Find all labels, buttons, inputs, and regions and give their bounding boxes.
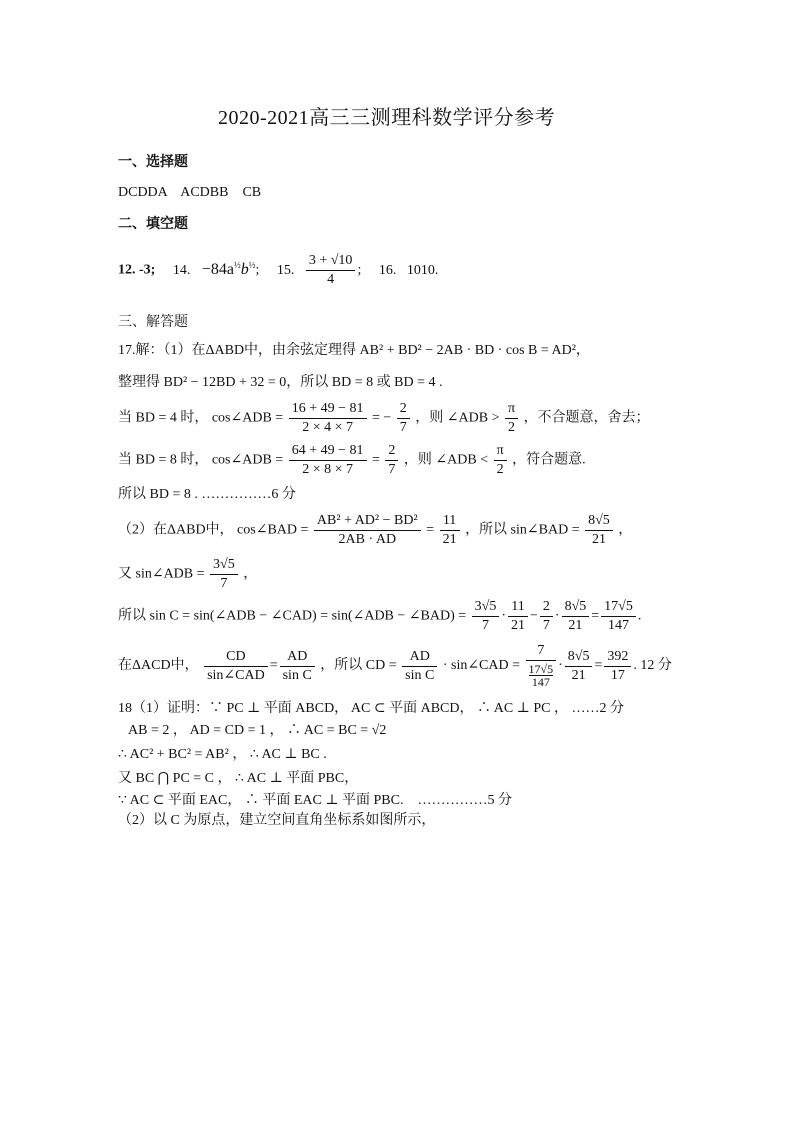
q17-line-9-num-1: CD xyxy=(204,650,268,667)
q17-line-6-text-d: ， xyxy=(618,522,633,538)
q17-line-7 xyxy=(118,558,257,591)
answer-15-semicolon: ; xyxy=(357,262,362,278)
q17-line-9-den-6: 17 xyxy=(610,667,625,683)
q17-line-8-num-5: 17√5 xyxy=(601,600,636,617)
q17-line-9: 在ΔACD中， $\frac{CD}{\text{sin∠CAD}}$ = $\frac{AD}{\text{sin C}}$ ，所以 CD = $\frac{AD}{\text{sin C}}$ · sin∠CAD = 7 17√5 147 · $\frac{8√5}{21}$ = $\frac{392}{17}$ . 12 分 xyxy=(118,643,672,689)
q17-line-3-den-1: 2 × 4 × 7 xyxy=(302,420,353,435)
q17-line-3-text-a: 当 BD = 4 时， cos∠ADB = xyxy=(118,410,284,426)
q17-line-4-den-2: 7 xyxy=(388,462,396,477)
q17-line-4-fraction-2 xyxy=(385,444,398,477)
q17-line-4 xyxy=(118,444,586,477)
q17-line-7-den: 7 xyxy=(220,576,228,591)
q17-line-3-fraction-1 xyxy=(289,402,367,435)
section-heading-solve: 三、解答题 xyxy=(118,315,188,330)
q17-line-8-den-1: 7 xyxy=(481,618,489,633)
q17-line-6-text-a: （2）在ΔABD中， cos∠BAD = xyxy=(118,522,309,538)
q17-line-4-den-1: 2 × 8 × 7 xyxy=(302,462,353,477)
q17-line-3 xyxy=(118,402,650,435)
q17-line-8-fraction-5 xyxy=(601,600,636,633)
q17-line-3-fraction-3 xyxy=(505,402,518,435)
answer-15-fraction xyxy=(306,254,356,287)
q17-line-6-text-c: ，所以 sin∠BAD = xyxy=(465,522,580,538)
answer-16: 16. 1010. xyxy=(378,262,439,278)
q17-line-9-num-4: 7 xyxy=(526,644,557,661)
q17-line-5: 所以 BD = 8 . ……………6 分 xyxy=(118,487,296,502)
q17-line-3-num-1: 16 + 49 − 81 xyxy=(289,402,367,419)
q17-line-8-fraction-3 xyxy=(540,600,553,633)
q17-line-4-text-a: 当 BD = 8 时， cos∠ADB = xyxy=(118,452,284,468)
q17-line-6-fraction-1 xyxy=(314,514,421,547)
document-title: 2020-2021高三三测理科数学评分参考 xyxy=(218,107,556,129)
q17-line-3-num-2: 2 xyxy=(397,402,410,419)
q17-line-9-num-2: AD xyxy=(280,650,315,667)
choice-answers: DCDDA ACDBB CB xyxy=(118,185,262,200)
answer-15-denominator: 4 xyxy=(327,272,335,287)
q17-line-9-num-5: 8√5 xyxy=(565,650,593,667)
q17-line-9-fraction-5 xyxy=(565,650,593,683)
q17-line-6-fraction-3 xyxy=(585,514,613,547)
q17-line-8-den-4: 21 xyxy=(568,618,583,633)
q17-line-4-fraction-3 xyxy=(494,444,507,477)
answer-12: 12. -3; xyxy=(118,262,156,278)
q17-line-8-den-2: 21 xyxy=(511,618,525,633)
answer-14-expr: $-84a^{\frac{1}{2}}b^{\frac{1}{2}}$ xyxy=(201,259,256,278)
q17-line-8-text-a: 所以 sin C = sin(∠ADB − ∠CAD) = sin(∠ADB − ∠BAD) = xyxy=(118,608,467,624)
q18-line-6: （2）以 C 为原点，建立空间直角坐标系如图所示， xyxy=(118,813,436,828)
q17-line-9-fraction-1 xyxy=(204,650,268,683)
answer-14-label: 14. xyxy=(172,262,191,278)
q17-line-4-num-1: 64 + 49 − 81 xyxy=(289,444,367,461)
q17-line-6-text-b: = xyxy=(426,522,435,538)
q17-line-8-fraction-2 xyxy=(508,600,528,633)
q17-line-8: 所以 sin C = sin(∠ADB − ∠CAD) = sin(∠ADB − ∠BAD) = $\frac{3√5}{7}$ · $\frac{11}{21}$ − $\frac{2}{7}$ · $\frac{8√5}{21}$ = $\frac{17√5}{147}$ . xyxy=(118,599,642,633)
answer-15-label: 15. xyxy=(276,262,295,278)
q17-line-9-den-1: sin∠CAD xyxy=(207,667,265,683)
answer-15-numerator: 3 + √10 xyxy=(306,254,356,271)
q18-line-3: ∴ AC² + BC² = AB² ， ∴ AC ⊥ BC . xyxy=(118,747,327,762)
section-heading-choice: 一、选择题 xyxy=(118,155,188,170)
q17-line-7-text-b: ， xyxy=(243,566,258,582)
q17-line-3-den-2: 7 xyxy=(399,420,407,435)
q17-line-9-text-b: ，所以 CD = xyxy=(320,658,397,674)
q17-line-8-num-3: 2 xyxy=(540,600,553,617)
q17-line-6-fraction-2 xyxy=(440,514,460,547)
q17-line-9-fraction-3 xyxy=(402,650,437,683)
q17-line-9-fraction-6 xyxy=(604,650,631,683)
q17-line-9-fraction-2 xyxy=(280,650,315,683)
q17-line-9-text-a: 在ΔACD中， xyxy=(118,658,199,674)
q17-line-4-den-3: 2 xyxy=(496,462,504,477)
fill-answers-line xyxy=(118,254,438,287)
q17-line-8-fraction-1 xyxy=(472,600,500,633)
q17-line-9-num-3: AD xyxy=(402,650,437,667)
q17-line-7-fraction xyxy=(210,558,238,591)
q17-line-6-den-1: 2AB · AD xyxy=(338,532,397,547)
q17-line-6-den-2: 21 xyxy=(442,532,457,547)
q17-line-3-den-3: 2 xyxy=(508,420,516,435)
q17-line-8-fraction-4 xyxy=(562,600,590,633)
q17-line-7-num: 3√5 xyxy=(210,558,238,575)
q18-line-1: 18（1）证明：∵ PC ⊥ 平面 ABCD， AC ⊂ 平面 ABCD， ∴ AC ⊥ PC ， ……2 分 xyxy=(118,701,624,716)
answer-14-semicolon: ; xyxy=(255,262,260,278)
q18-line-2: AB = 2 ， AD = CD = 1 ， ∴ AC = BC = √2 xyxy=(128,723,387,738)
q17-line-9-den-4 xyxy=(526,661,557,688)
q17-line-1: 17.解：（1）在ΔABD中，由余弦定理得 AB² + BD² − 2AB · BD · cos B = AD²， xyxy=(118,343,590,358)
q18-line-4: 又 BC ⋂ PC = C ， ∴ AC ⊥ 平面 PBC， xyxy=(118,771,359,786)
q17-line-9-den-5: 21 xyxy=(571,667,586,683)
q17-line-6-num-2: 11 xyxy=(440,514,460,531)
q17-line-9-text-c: · sin∠CAD = xyxy=(442,658,521,674)
q17-line-6-num-1: AB² + AD² − BD² xyxy=(314,514,421,531)
q17-line-9-den-2: sin C xyxy=(282,667,312,683)
q17-line-4-text-b: = xyxy=(372,452,380,468)
q17-line-4-num-2: 2 xyxy=(385,444,398,461)
q17-line-9-den-3: sin C xyxy=(405,667,435,683)
answer-14-base: −84a xyxy=(201,260,234,278)
q17-line-9-den-4-top: 17√5 xyxy=(528,662,554,676)
q17-line-7-text-a: 又 sin∠ADB = xyxy=(118,566,205,582)
q17-line-4-text-d: ，符合题意. xyxy=(512,452,586,468)
q17-line-2: 整理得 BD² − 12BD + 32 = 0，所以 BD = 8 或 BD = 4 . xyxy=(118,375,443,390)
q17-line-6-num-3: 8√5 xyxy=(585,514,613,531)
q17-line-8-den-3: 7 xyxy=(542,618,550,633)
q18-line-5: ∵ AC ⊂ 平面 EAC， ∴ 平面 EAC ⊥ 平面 PBC. ……………5 分 xyxy=(118,793,512,808)
section-heading-fill: 二、填空题 xyxy=(118,217,188,232)
q17-line-6 xyxy=(118,514,632,547)
q17-line-4-num-3: π xyxy=(494,444,507,461)
q17-line-8-num-1: 3√5 xyxy=(472,600,500,617)
q17-line-3-fraction-2 xyxy=(397,402,410,435)
q17-line-3-text-d: ，不合题意，舍去； xyxy=(523,410,650,426)
q17-line-9-den-4-bottom: 147 xyxy=(531,675,550,689)
q17-line-4-fraction-1 xyxy=(289,444,367,477)
q17-line-9-num-6: 392 xyxy=(604,650,631,667)
q17-line-4-text-c: ，则 ∠ADB < xyxy=(403,452,489,468)
q17-line-3-text-c: ，则 ∠ADB > xyxy=(415,410,500,426)
q17-line-3-num-3: π xyxy=(505,402,518,419)
q17-line-9-fraction-4 xyxy=(526,644,557,688)
q17-line-6-den-3: 21 xyxy=(591,532,606,547)
q17-line-3-text-b: = − xyxy=(372,410,392,426)
q17-line-8-den-5: 147 xyxy=(608,618,630,633)
q17-line-9-text-d: . 12 分 xyxy=(633,658,672,674)
q17-line-8-num-2: 11 xyxy=(508,600,528,617)
q17-line-8-num-4: 8√5 xyxy=(562,600,590,617)
